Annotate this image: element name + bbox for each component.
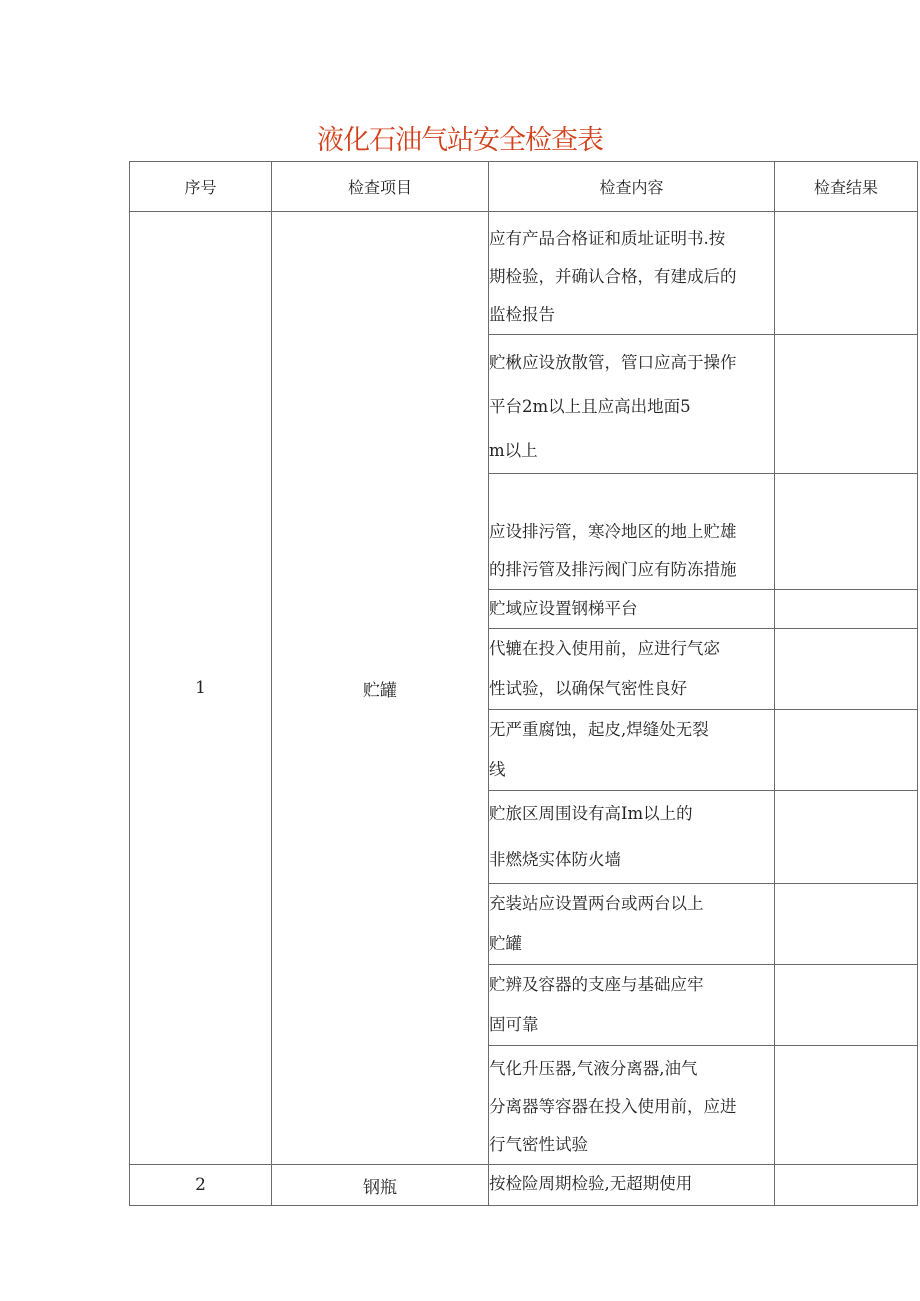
check-content: 应设排污管，寒冷地区的地上贮雄 的排污管及排污阀门应有防冻措施	[489, 522, 737, 579]
check-content-cell	[489, 965, 775, 1046]
check-content-cell	[489, 884, 775, 965]
check-result-cell[interactable]	[775, 1046, 918, 1165]
check-content: 应有产品合格证和质址证明书.按 期检验，并确认合格，有建成后的 监检报告	[489, 229, 737, 324]
check-content: 贮旅区周围设有高Im以上的 非燃烧实体防火墙	[489, 804, 693, 869]
check-content: 充装站应设置两台或两台以上 贮罐	[489, 894, 704, 953]
group-item: 贮罐	[272, 212, 489, 1165]
check-content: 按检险周期检验,无超期使用	[489, 1174, 693, 1193]
header-seq: 序号	[130, 162, 272, 212]
check-result-cell[interactable]	[775, 590, 918, 629]
check-content-cell	[489, 335, 775, 474]
header-item: 检查项目	[272, 162, 489, 212]
check-content: 气化升压器,气液分离器,油气 分离器等容器在投入使用前，应进 行气密性试验	[489, 1059, 737, 1154]
check-content-cell	[489, 1046, 775, 1165]
check-result-cell[interactable]	[775, 629, 918, 710]
check-result-cell[interactable]	[775, 474, 918, 590]
check-result-cell[interactable]	[775, 1165, 918, 1206]
group-seq: 1	[130, 212, 272, 1165]
checklist-table	[129, 161, 918, 1206]
check-result-cell[interactable]	[775, 791, 918, 884]
check-content-cell	[489, 710, 775, 791]
check-result-cell[interactable]	[775, 212, 918, 335]
header-content: 检查内容	[489, 162, 775, 212]
check-content-cell	[489, 474, 775, 590]
check-result-cell[interactable]	[775, 884, 918, 965]
check-result-cell[interactable]	[775, 710, 918, 791]
page-title: 液化石油气站安全检查表	[317, 125, 603, 156]
check-content: 代辘在投入使用前，应进行气宓 性试验，以确保气密性良好	[489, 639, 720, 698]
check-content-cell	[489, 1165, 775, 1206]
group-seq: 2	[130, 1165, 272, 1206]
group-item: 钢瓶	[272, 1165, 489, 1206]
table-row	[130, 1165, 918, 1206]
check-content: 贮楸应设放散管，管口应高于操作 平台2m以上且应高出地面5 m以上	[489, 353, 737, 460]
check-content: 贮辨及容器的支座与基础应牢 固可靠	[489, 975, 704, 1034]
check-result-cell[interactable]	[775, 965, 918, 1046]
check-content-cell	[489, 629, 775, 710]
check-content-cell	[489, 212, 775, 335]
check-content: 贮域应设置钢梯平台	[489, 599, 638, 618]
check-content-cell	[489, 791, 775, 884]
check-content-cell	[489, 590, 775, 629]
header-row	[130, 162, 918, 212]
header-result: 检查结果	[775, 162, 918, 212]
check-content: 无严重腐蚀，起皮,焊缝处无裂 线	[489, 720, 709, 779]
table-row	[130, 212, 918, 335]
check-result-cell[interactable]	[775, 335, 918, 474]
